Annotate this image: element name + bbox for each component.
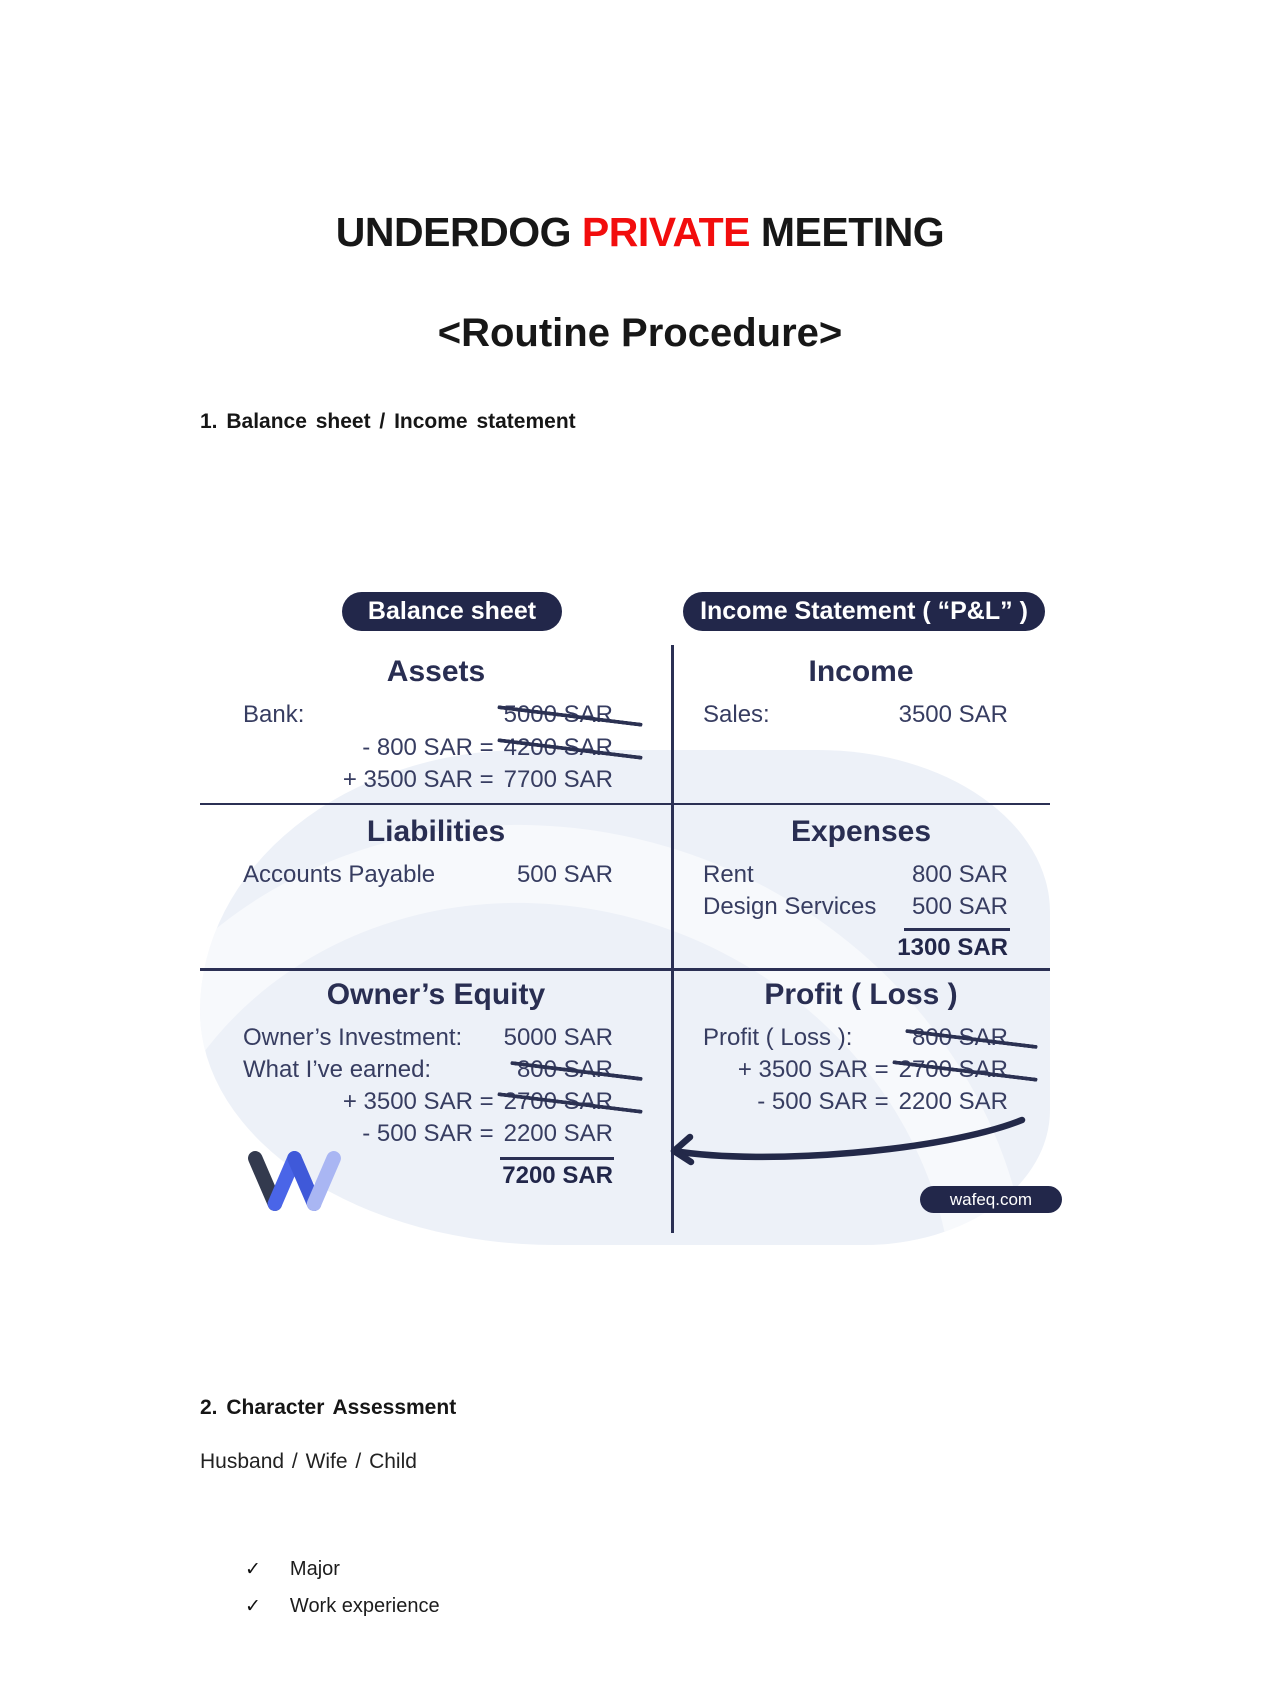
- bank-row: [243, 700, 613, 730]
- expenses-total: 1300 SAR: [897, 934, 1008, 961]
- page-title: [0, 209, 1280, 256]
- accounts-payable-row: [243, 860, 613, 890]
- row-divider-1: [200, 803, 1050, 805]
- equity-calc-row-1: [243, 1087, 613, 1117]
- assets-calc-row-1: [243, 733, 613, 763]
- title-word-1: UNDERDOG: [335, 209, 571, 256]
- wafeq-watermark-badge: wafeq.com: [920, 1186, 1062, 1213]
- wafeq-logo-icon: [243, 1149, 348, 1213]
- equity-calc-row-2: [243, 1119, 613, 1149]
- checkmark-icon: ✓: [245, 1559, 261, 1580]
- section-2-subheading: Husband / Wife / Child: [200, 1450, 417, 1473]
- row-label: Rent: [703, 861, 754, 888]
- owners-investment-row: [243, 1023, 613, 1053]
- calc-prefix: + 3500 SAR =: [737, 1056, 889, 1083]
- profit-loss-heading: Profit ( Loss ): [764, 978, 958, 1011]
- row-value: 500 SAR: [911, 893, 1008, 920]
- profit-calc-row-1: [703, 1055, 1008, 1085]
- row-value-struck: 5000 SAR: [503, 701, 613, 728]
- row-value: 3500 SAR: [898, 701, 1008, 728]
- row-value: 800 SAR: [911, 861, 1008, 888]
- row-label: Design Services: [703, 893, 877, 920]
- assets-calc-row-2: [243, 765, 613, 795]
- title-word-3: MEETING: [760, 209, 945, 256]
- calc-prefix: + 3500 SAR =: [342, 766, 494, 793]
- owners-equity-heading: Owner’s Equity: [326, 978, 546, 1011]
- checklist-item-label: Major: [289, 1558, 340, 1580]
- calc-prefix: - 800 SAR =: [362, 734, 494, 761]
- calc-value: 7700 SAR: [503, 766, 613, 793]
- calc-value-struck: 4200 SAR: [503, 734, 613, 761]
- section-2-heading: 2. Character Assessment: [200, 1396, 457, 1419]
- row-value-struck: 800 SAR: [911, 1024, 1008, 1051]
- assets-heading: Assets: [386, 655, 486, 688]
- row-label: What I’ve earned:: [243, 1056, 432, 1083]
- calc-value-struck: 2700 SAR: [898, 1056, 1008, 1083]
- sales-row: [703, 700, 1008, 730]
- equity-total: 7200 SAR: [502, 1162, 613, 1189]
- design-services-row: [703, 892, 1008, 922]
- what-ive-earned-row: [243, 1055, 613, 1085]
- calc-value-struck: 2700 SAR: [503, 1088, 613, 1115]
- calc-prefix: - 500 SAR =: [362, 1120, 494, 1147]
- calc-prefix: + 3500 SAR =: [342, 1088, 494, 1115]
- row-label: Accounts Payable: [243, 861, 436, 888]
- balance-income-diagram: [200, 545, 1050, 1245]
- checklist-item-work-experience: [245, 1595, 440, 1618]
- page-subtitle: <Routine Procedure>: [437, 311, 843, 356]
- calc-prefix: - 500 SAR =: [757, 1088, 889, 1115]
- balance-sheet-badge: Balance sheet: [342, 592, 562, 631]
- equity-sum-line: [500, 1157, 614, 1160]
- calc-value: 2200 SAR: [898, 1088, 1008, 1115]
- row-label: Profit ( Loss ):: [703, 1024, 853, 1051]
- checklist-item-major: [245, 1558, 340, 1581]
- row-label: Owner’s Investment:: [243, 1024, 463, 1051]
- row-value-struck: 800 SAR: [516, 1056, 613, 1083]
- income-statement-badge: Income Statement ( “P&L” ): [683, 592, 1045, 631]
- profit-loss-row: [703, 1023, 1008, 1053]
- row-value: 500 SAR: [516, 861, 613, 888]
- income-heading: Income: [808, 655, 914, 688]
- section-1-heading: 1. Balance sheet / Income statement: [200, 410, 576, 433]
- rent-row: [703, 860, 1008, 890]
- expenses-heading: Expenses: [790, 815, 932, 848]
- checklist-item-label: Work experience: [289, 1595, 440, 1617]
- expenses-sum-line: [904, 928, 1010, 931]
- liabilities-heading: Liabilities: [366, 815, 506, 848]
- profit-calc-row-2: [703, 1087, 1008, 1117]
- row-label: Sales:: [703, 701, 770, 728]
- checkmark-icon: ✓: [245, 1596, 261, 1617]
- row-value: 5000 SAR: [503, 1024, 613, 1051]
- row-divider-2: [200, 968, 1050, 971]
- calc-value: 2200 SAR: [503, 1120, 613, 1147]
- title-word-2-highlight: PRIVATE: [581, 209, 750, 256]
- column-divider: [671, 645, 674, 1233]
- row-label: Bank:: [243, 701, 305, 728]
